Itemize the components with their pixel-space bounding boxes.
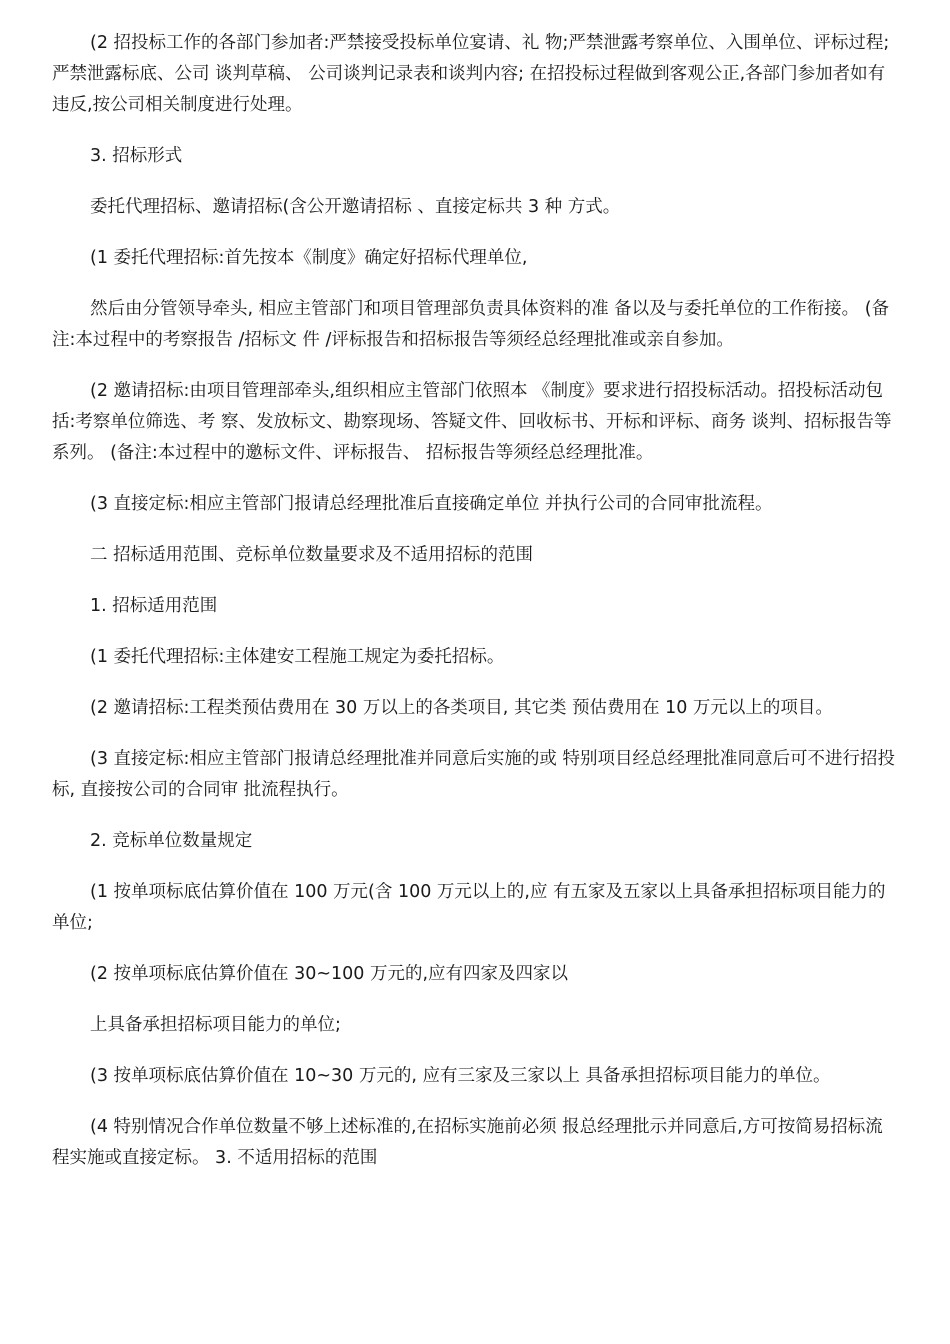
paragraph-staff-discipline: (2 招投标工作的各部门参加者:严禁接受投标单位宴请、礼 物;严禁泄露考察单位、入围单位、评标过程;严禁泄露标底、公司 谈判草稿、 公司谈判记录表和谈判内容; 在招投标过程做到客观公正,各部门参加者如有违反,按公司相关制度进行处理。 [52,33,890,115]
paragraph-invited-bidding: (2 邀请招标:由项目管理部牵头,组织相应主管部门依照本 《制度》要求进行招投标活动。招投标活动包括:考察单位筛选、考 察、发放标文、勘察现场、答疑文件、回收标书、开标和评标、商务 谈判、招标报告等系列。 (备注:本过程中的邀标文件、评标报告、 招标报告等须经总经理批准。 [52,381,892,463]
heading-bidder-count: 2. 竞标单位数量规定 [90,831,253,851]
paragraph-direct-award: (3 直接定标:相应主管部门报请总经理批准后直接确定单位 并执行公司的合同审批流程。 [90,494,773,514]
paragraph-count-30-100: (2 按单项标底估算价值在 30~100 万元的,应有四家及四家以 [90,964,569,984]
document-body [52,28,898,1194]
paragraph-special-cases: (4 特别情况合作单位数量不够上述标准的,在招标实施前必须 报总经理批示并同意后,方可按简易招标流程实施或直接定标。 3. 不适用招标的范围 [52,1117,883,1168]
paragraph-count-10-30: (3 按单项标底估算价值在 10~30 万元的, 应有三家及三家以上 具备承担招标项目能力的单位。 [90,1066,831,1086]
paragraph-count-over-100: (1 按单项标底估算价值在 100 万元(含 100 万元以上的,应 有五家及五家以上具备承担招标项目能力的单位; [52,882,886,933]
heading-applicable-scope: 1. 招标适用范围 [90,596,218,616]
paragraph-agency-bidding: (1 委托代理招标:首先按本《制度》确定好招标代理单位, [90,248,528,268]
paragraph-scope-agency: (1 委托代理招标:主体建安工程施工规定为委托招标。 [90,647,505,667]
paragraph-agency-process: 然后由分管领导牵头, 相应主管部门和项目管理部负责具体资料的准 备以及与委托单位的工作衔接。 (备注:本过程中的考察报告 /招标文 件 /评标报告和招标报告等须经总经理批准或亲自参加。 [52,299,890,350]
paragraph-scope-direct: (3 直接定标:相应主管部门报请总经理批准并同意后实施的或 特别项目经总经理批准同意后可不进行招投标, 直接按公司的合同审 批流程执行。 [52,749,895,800]
paragraph-count-30-100-cont: 上具备承担招标项目能力的单位; [90,1015,341,1035]
paragraph-bidding-methods: 委托代理招标、邀请招标(含公开邀请招标 、直接定标共 3 种 方式。 [90,197,621,217]
heading-bidding-forms: 3. 招标形式 [90,146,183,166]
heading-scope-section: 二 招标适用范围、竞标单位数量要求及不适用招标的范围 [90,545,534,565]
paragraph-scope-invited: (2 邀请招标:工程类预估费用在 30 万以上的各类项目, 其它类 预估费用在 10 万元以上的项目。 [90,698,833,718]
